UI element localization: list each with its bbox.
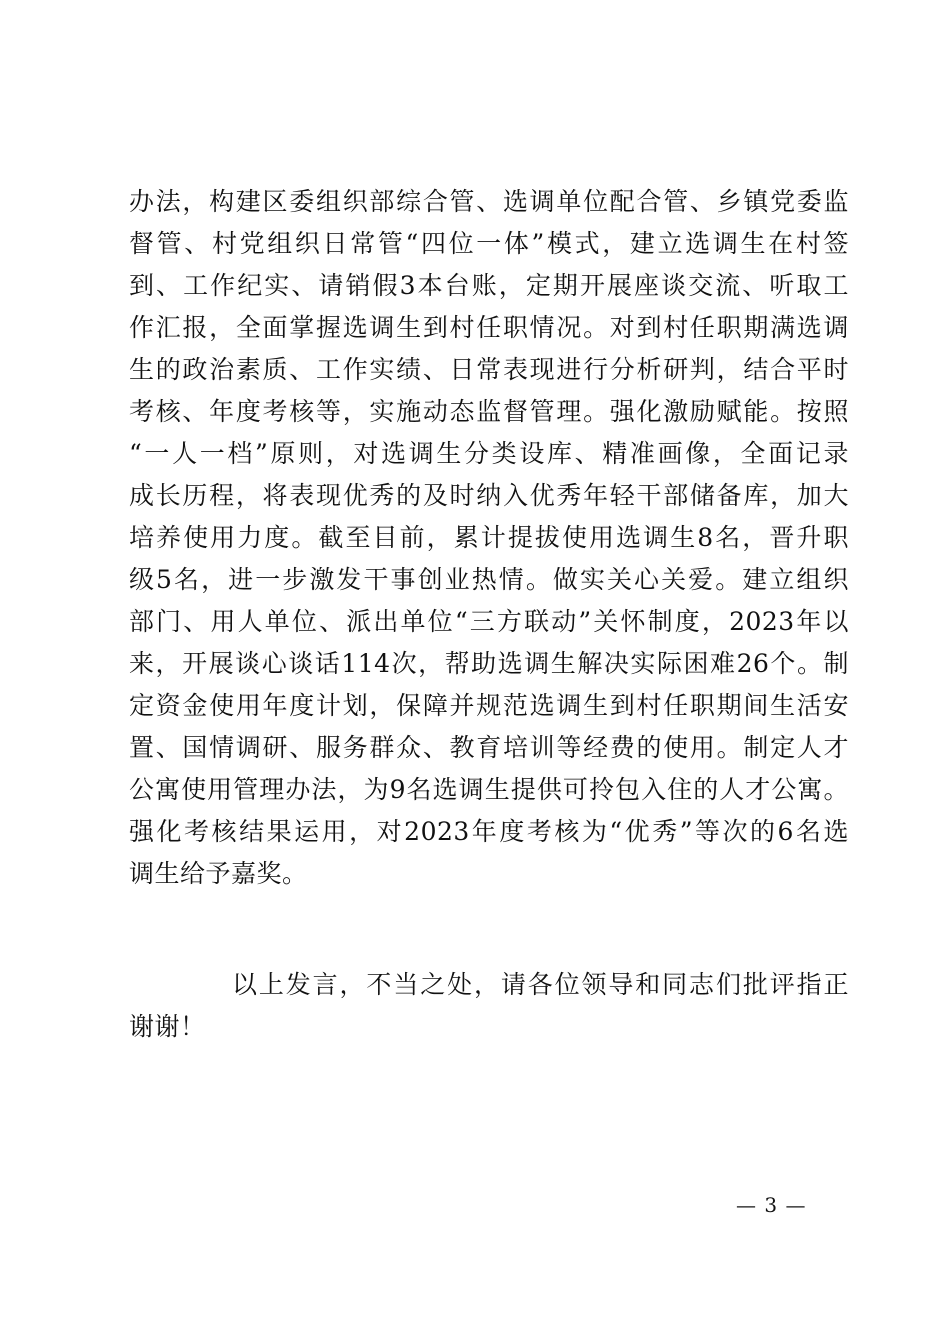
- body-line: 督管、村党组织日常管“四位一体”模式，建立选调生在村签: [129, 229, 849, 258]
- body-line: 级5名，进一步激发干事创业热情。做实关心关爱。建立组织: [129, 565, 849, 594]
- body-line: “一人一档”原则，对选调生分类设库、精准画像，全面记录: [129, 439, 849, 468]
- body-line: 生的政治素质、工作实绩、日常表现进行分析研判，结合平时: [129, 355, 849, 384]
- body-line: 作汇报，全面掌握选调生到村任职情况。对到村任职期满选调: [129, 313, 849, 342]
- body-line: 公寓使用管理办法，为9名选调生提供可拎包入住的人才公寓。: [129, 775, 849, 804]
- body-line: 调生给予嘉奖。: [129, 859, 308, 888]
- body-line: 办法，构建区委组织部综合管、选调单位配合管、乡镇党委监: [129, 187, 849, 216]
- body-line: 定资金使用年度计划，保障并规范选调生到村任职期间生活安: [129, 691, 849, 720]
- body-line: 培养使用力度。截至目前，累计提拔使用选调生8名，晋升职: [129, 523, 849, 552]
- body-line: 来，开展谈心谈话114次，帮助选调生解决实际困难26个。制: [129, 649, 849, 678]
- closing-remarks: [129, 964, 849, 1048]
- body-paragraph: [129, 181, 849, 895]
- page-number: — 3 —: [736, 1193, 807, 1217]
- closing-line: 以上发言，不当之处，请各位领导和同志们批评指正: [232, 970, 849, 999]
- body-line: 强化考核结果运用，对2023年度考核为“优秀”等次的6名选: [129, 817, 849, 846]
- closing-thanks: 谢谢！: [129, 1012, 206, 1041]
- body-line: 部门、用人单位、派出单位“三方联动”关怀制度，2023年以: [129, 607, 849, 636]
- body-line: 考核、年度考核等，实施动态监督管理。强化激励赋能。按照: [129, 397, 849, 426]
- body-line: 置、国情调研、服务群众、教育培训等经费的使用。制定人才: [129, 733, 849, 762]
- body-line: 成长历程，将表现优秀的及时纳入优秀年轻干部储备库，加大: [129, 481, 849, 510]
- body-line: 到、工作纪实、请销假3本台账，定期开展座谈交流、听取工: [129, 271, 849, 300]
